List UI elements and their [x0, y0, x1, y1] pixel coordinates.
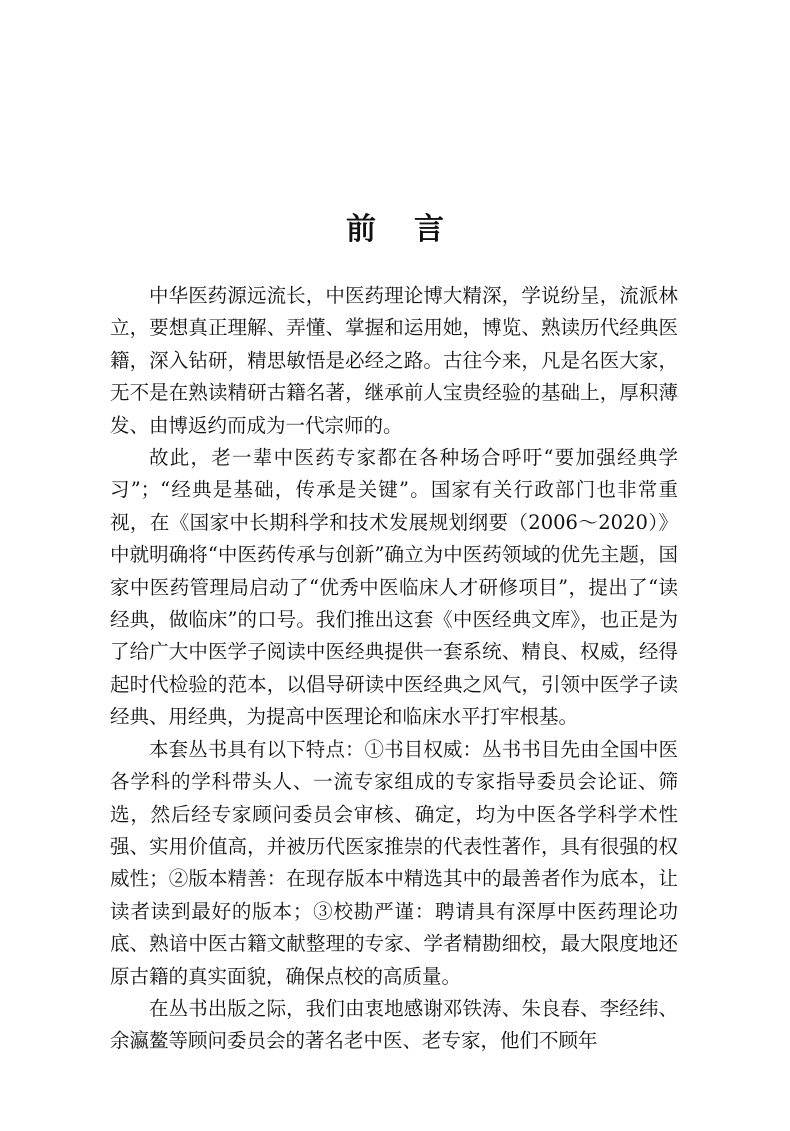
- paragraph-1: 中华医药源远流长，中医药理论博大精深，学说纷呈，流派林立，要想真正理解、弄懂、掌握和运用她，博览、熟读历代经典医籍，深入钻研，精思敏悟是必经之路。古往今来，凡是名医大家，无不是在熟读精研古籍名著，继承前人宝贵经验的基础上，厚积薄发、由博返约而成为一代宗师的。: [110, 284, 678, 437]
- page-title: 前言: [346, 212, 482, 247]
- paragraph-4: 在丛书出版之际，我们由衷地感谢邓铁涛、朱良春、李经纬、余瀛鳌等顾问委员会的著名老中医、老专家，他们不顾年: [110, 996, 678, 1053]
- preface-body: [110, 280, 678, 1058]
- paragraph-3: 本套丛书具有以下特点：①书目权威：丛书书目先由全国中医各学科的学科带头人、一流专家组成的专家指导委员会论证、筛选，然后经专家顾问委员会审核、确定，均为中医各学科学术性强、实用价值高，并被历代医家推崇的代表性著作，具有很强的权威性；②版本精善：在现存版本中精选其中的最善者作为底本，让读者读到最好的版本；③校勘严谨：聘请具有深厚中医药理论功底、熟谙中医古籍文献整理的专家、学者精勘细校，最大限度地还原古籍的真实面貌，确保点校的高质量。: [110, 737, 678, 988]
- paragraph-2: 故此，老一辈中医药专家都在各种场合呼吁“要加强经典学习”；“经典是基础，传承是关键”。国家有关行政部门也非常重视，在《国家中长期科学和技术发展规划纲要（2006～2020）》中就明确将“中医药传承与创新”确立为中医药领域的优先主题，国家中医药管理局启动了“优秀中医临床人才研修项目”，提出了“读经典，做临床”的口号。我们推出这套《中医经典文库》，也正是为了给广大中医学子阅读中医经典提供一套系统、精良、权威，经得起时代检验的范本，以倡导研读中医经典之风气，引领中医学子读经典、用经典，为提高中医理论和临床水平打牢根基。: [110, 446, 678, 729]
